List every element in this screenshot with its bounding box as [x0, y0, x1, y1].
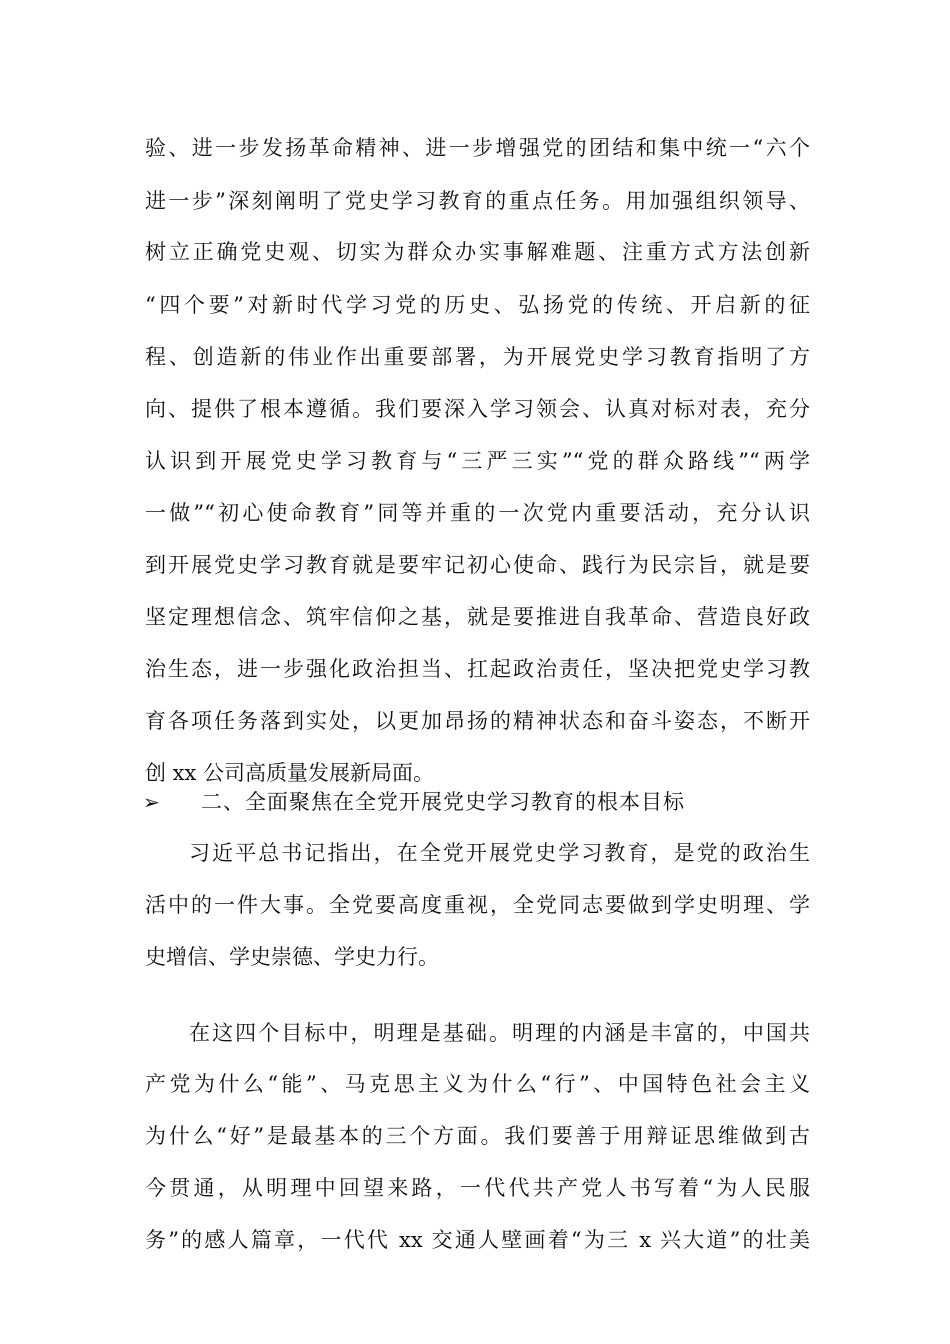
paragraph-line: 到开展党史学习教育就是要牢记初心使命、践行为民宗旨，就是要 [145, 553, 810, 577]
bullet-arrow-icon: ➢ [143, 790, 160, 814]
paragraph-line: 向、提供了根本遵循。我们要深入学习领会、认真对标对表，充分 [145, 397, 810, 421]
paragraph-line: 程、创造新的伟业作出重要部署，为开展党史学习教育指明了方 [145, 345, 810, 369]
paragraph-line: 习近平总书记指出，在全党开展党史学习教育，是党的政治生 [189, 841, 810, 865]
paragraph-line: 育各项任务落到实处，以更加昂扬的精神状态和奋斗姿态，不断开 [145, 709, 810, 733]
paragraph-line: 认识到开展党史学习教育与“三严三实”“党的群众路线”“两学 [145, 449, 810, 473]
section-heading: 二、全面聚焦在全党开展党史学习教育的根本目标 [201, 790, 685, 814]
paragraph-line: 产党为什么“能”、马克思主义为什么“行”、中国特色社会主义 [145, 1072, 810, 1096]
paragraph-line: 史增信、学史崇德、学史力行。 [145, 945, 439, 969]
paragraph-line: 创 xx 公司高质量发展新局面。 [145, 761, 435, 785]
paragraph-line: 在这四个目标中，明理是基础。明理的内涵是丰富的，中国共 [189, 1021, 810, 1045]
paragraph-line: 活中的一件大事。全党要高度重视，全党同志要做到学史明理、学 [145, 893, 810, 917]
paragraph-line: 进一步”深刻阐明了党史学习教育的重点任务。用加强组织领导、 [145, 189, 810, 213]
paragraph-line: 今贯通，从明理中回望来路，一代代共产党人书写着“为人民服 [145, 1176, 810, 1200]
paragraph-line: “四个要”对新时代学习党的历史、弘扬党的传统、开启新的征 [145, 293, 810, 317]
paragraph-line: 务”的感人篇章，一代代 xx 交通人壁画着“为三 x 兴大道”的壮美 [145, 1228, 810, 1252]
paragraph-line: 树立正确党史观、切实为群众办实事解难题、注重方式方法创新 [145, 240, 810, 264]
paragraph-line: 坚定理想信念、筑牢信仰之基，就是要推进自我革命、营造良好政 [145, 605, 810, 629]
paragraph-line: 一做”“初心使命教育”同等并重的一次党内重要活动，充分认识 [145, 501, 810, 525]
paragraph-line: 验、进一步发扬革命精神、进一步增强党的团结和集中统一“六个 [145, 136, 810, 160]
paragraph-line: 为什么“好”是最基本的三个方面。我们要善于用辩证思维做到古 [145, 1124, 810, 1148]
paragraph-line: 治生态，进一步强化政治担当、扛起政治责任，坚决把党史学习教 [145, 657, 810, 681]
